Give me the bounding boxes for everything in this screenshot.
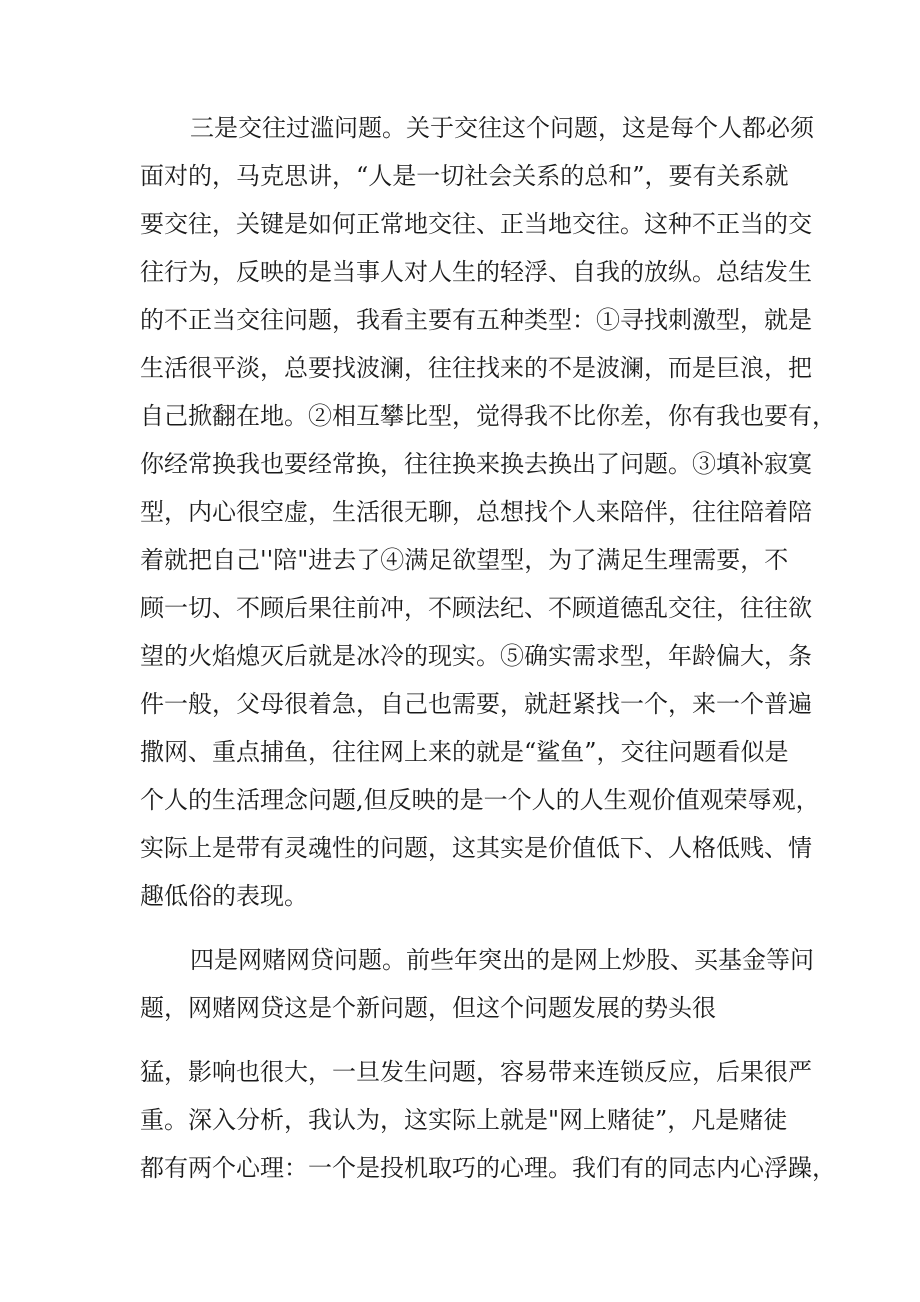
paragraph-3-line-9: 型，内心很空虚，生活很无聊，总想找个人来陪伴，往往陪着陪	[140, 498, 812, 526]
paragraph-3-line-3: 要交往，关键是如何正常地交往、正当地交往。这种不正当的交	[140, 210, 812, 238]
paragraph-5-line-2: 重。深入分析，我认为，这实际上就是"网上赌徒”，凡是赌徒	[140, 1106, 788, 1134]
paragraph-5-line-1: 猛，影响也很大，一旦发生问题，容易带来连锁反应，后果很严	[140, 1058, 812, 1086]
paragraph-3-line-1: 三是交往过滥问题。关于交往这个问题，这是每个人都必须	[190, 114, 814, 142]
paragraph-3-line-14: 撒网、重点捕鱼，往往网上来的就是“鲨鱼”，交往问题看似是	[140, 738, 789, 766]
paragraph-3-line-17: 趣低俗的表现。	[140, 882, 308, 910]
paragraph-3-line-2: 面对的，马克思讲，“人是一切社会关系的总和”，要有关系就	[140, 162, 789, 190]
paragraph-3-line-16: 实际上是带有灵魂性的问题，这其实是价值低下、人格低贱、情	[140, 834, 812, 862]
paragraph-3-line-10: 着就把自己''陪"进去了④满足欲望型，为了满足生理需要，不	[140, 546, 789, 574]
paragraph-3-line-12: 望的火焰熄灭后就是冰冷的现实。⑤确实需求型，年龄偏大，条	[140, 642, 812, 670]
paragraph-3-line-13: 件一般，父母很着急，自己也需要，就赶紧找一个，来一个普遍	[140, 690, 812, 718]
paragraph-4-line-1: 四是网赌网贷问题。前些年突出的是网上炒股、买基金等问	[190, 946, 814, 974]
paragraph-3-line-4: 往行为，反映的是当事人对人生的轻浮、自我的放纵。总结发生	[140, 258, 812, 286]
paragraph-3-line-6: 生活很平淡，总要找波澜，往往找来的不是波澜，而是巨浪，把	[140, 354, 812, 382]
paragraph-3-line-11: 顾一切、不顾后果往前冲，不顾法纪、不顾道德乱交往，往往欲	[140, 594, 812, 622]
paragraph-3-line-15: 个人的生活理念问题,但反映的是一个人的人生观价值观荣辱观，	[140, 786, 820, 814]
paragraph-3-line-8: 你经常换我也要经常换，往往换来换去换出了问题。③填补寂寞	[140, 450, 812, 478]
paragraph-3-line-7: 自己掀翻在地。②相互攀比型，觉得我不比你差，你有我也要有，	[140, 402, 836, 430]
paragraph-4-line-2: 题，网赌网贷这是个新问题，但这个问题发展的势头很	[140, 994, 716, 1022]
paragraph-5-line-3: 都有两个心理：一个是投机取巧的心理。我们有的同志内心浮躁，	[140, 1154, 836, 1182]
paragraph-3-line-5: 的不正当交往问题，我看主要有五种类型：①寻找刺激型，就是	[140, 306, 812, 334]
